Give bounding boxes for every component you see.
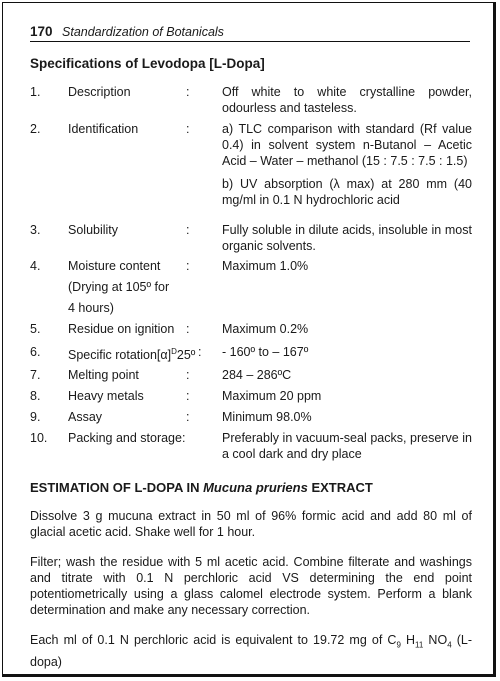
spec-label: Heavy metals bbox=[68, 389, 144, 403]
spec-value: Maximum 20 ppm bbox=[222, 389, 322, 403]
spec-colon: : bbox=[198, 345, 202, 359]
spec-colon: : bbox=[186, 368, 190, 382]
spec-colon: : bbox=[186, 389, 190, 403]
equivalence-text: Each ml of 0.1 N perchloric acid is equivalent to 19.72 mg of C bbox=[30, 633, 397, 647]
paragraph-filter: Filter; wash the residue with 5 ml acetic acid. Combine filterate and washings and titrate with 0.1 N perchloric acid VS determining the end point potentiometrically using a glass calomel electrode system. Perform a blank determination and make any necessary correction. bbox=[30, 555, 472, 617]
spec-value-a: a) TLC comparison with standard (Rf value 0.4) in solvent system n-Butanol – Acetic Acid – Water – methanol (15 : 7.5 : 7.5 : 1.5) bbox=[222, 122, 472, 168]
spec-label: Melting point bbox=[68, 368, 139, 382]
spec-value: Maximum 1.0% bbox=[222, 259, 309, 273]
spec-value: 284 – 286ºC bbox=[222, 368, 292, 382]
spec-label bbox=[68, 344, 208, 363]
spec-value: Minimum 98.0% bbox=[222, 410, 312, 424]
spec-number: 2. bbox=[30, 122, 41, 136]
spec-value: Preferably in vacuum-seal packs, preserve in a cool dark and dry place bbox=[222, 431, 472, 461]
spec-label: Identification bbox=[68, 122, 139, 136]
spec-label-sup: D bbox=[171, 347, 177, 356]
spec-label: Packing and storage: bbox=[68, 431, 186, 445]
spec-colon: : bbox=[186, 259, 190, 273]
spec-number: 3. bbox=[30, 223, 41, 237]
spec-value: Maximum 0.2% bbox=[222, 322, 309, 336]
spec-label: Solubility bbox=[68, 223, 119, 237]
spec-label: Description bbox=[68, 85, 131, 99]
spec-label-suffix: 25º bbox=[176, 348, 196, 363]
spec-number: 8. bbox=[30, 389, 41, 403]
spec-value-b: b) UV absorption (λ max) at 280 mm (40 mg/ml in 0.1 N hydrochloric acid bbox=[222, 177, 472, 207]
running-header bbox=[30, 24, 470, 39]
spec-value bbox=[222, 121, 472, 208]
spec-colon: : bbox=[186, 122, 190, 136]
estimation-heading bbox=[30, 480, 373, 495]
spec-colon: : bbox=[186, 410, 190, 424]
spec-colon: : bbox=[186, 322, 190, 336]
formula-text: NO bbox=[423, 633, 448, 647]
spec-label: Residue on ignition bbox=[68, 322, 175, 336]
formula-subscript: 4 bbox=[447, 640, 452, 650]
spec-label-main: Moisture content bbox=[68, 259, 161, 273]
spec-label-note: (Drying at 105º for bbox=[68, 280, 170, 294]
page-number: 170 bbox=[30, 24, 53, 39]
paragraph-dissolve: Dissolve 3 g mucuna extract in 50 ml of 96% formic acid and add 80 ml of glacial acetic acid. Shake well for 1 hour. bbox=[30, 509, 472, 539]
spec-colon: : bbox=[186, 223, 190, 237]
heading-species: Mucuna pruriens bbox=[203, 480, 308, 495]
section-title: Specifications of Levodopa [L-Dopa] bbox=[30, 56, 265, 71]
spec-label: Assay bbox=[68, 410, 103, 424]
formula-text: H bbox=[400, 633, 416, 647]
heading-text: ESTIMATION OF L-DOPA IN bbox=[30, 480, 204, 495]
spec-number: 4. bbox=[30, 259, 41, 273]
heading-text-end: EXTRACT bbox=[307, 480, 373, 495]
header-rule bbox=[30, 41, 470, 42]
spec-value: Fully soluble in dilute acids, insoluble in most organic solvents. bbox=[222, 223, 472, 253]
spec-number: 6. bbox=[30, 345, 41, 359]
spec-value: Off white to white crystalline powder, odourless and tasteless. bbox=[222, 85, 472, 115]
formula-subscript: 9 bbox=[396, 640, 401, 650]
equivalence-text-end: (L-dopa) bbox=[30, 633, 473, 669]
spec-number: 5. bbox=[30, 322, 41, 336]
spec-value: - 160º to – 167º bbox=[222, 345, 309, 359]
formula-subscript: 11 bbox=[415, 640, 424, 650]
spec-label bbox=[68, 258, 188, 316]
paragraph-equivalence bbox=[30, 632, 472, 670]
spec-number: 7. bbox=[30, 368, 41, 382]
running-title: Standardization of Botanicals bbox=[62, 25, 224, 39]
spec-number: 10. bbox=[30, 431, 48, 445]
spec-label-text: Specific rotation[α] bbox=[68, 348, 172, 363]
spec-label-note: 4 hours) bbox=[68, 301, 114, 315]
spec-colon: : bbox=[186, 85, 190, 99]
spec-number: 1. bbox=[30, 85, 41, 99]
spec-number: 9. bbox=[30, 410, 41, 424]
